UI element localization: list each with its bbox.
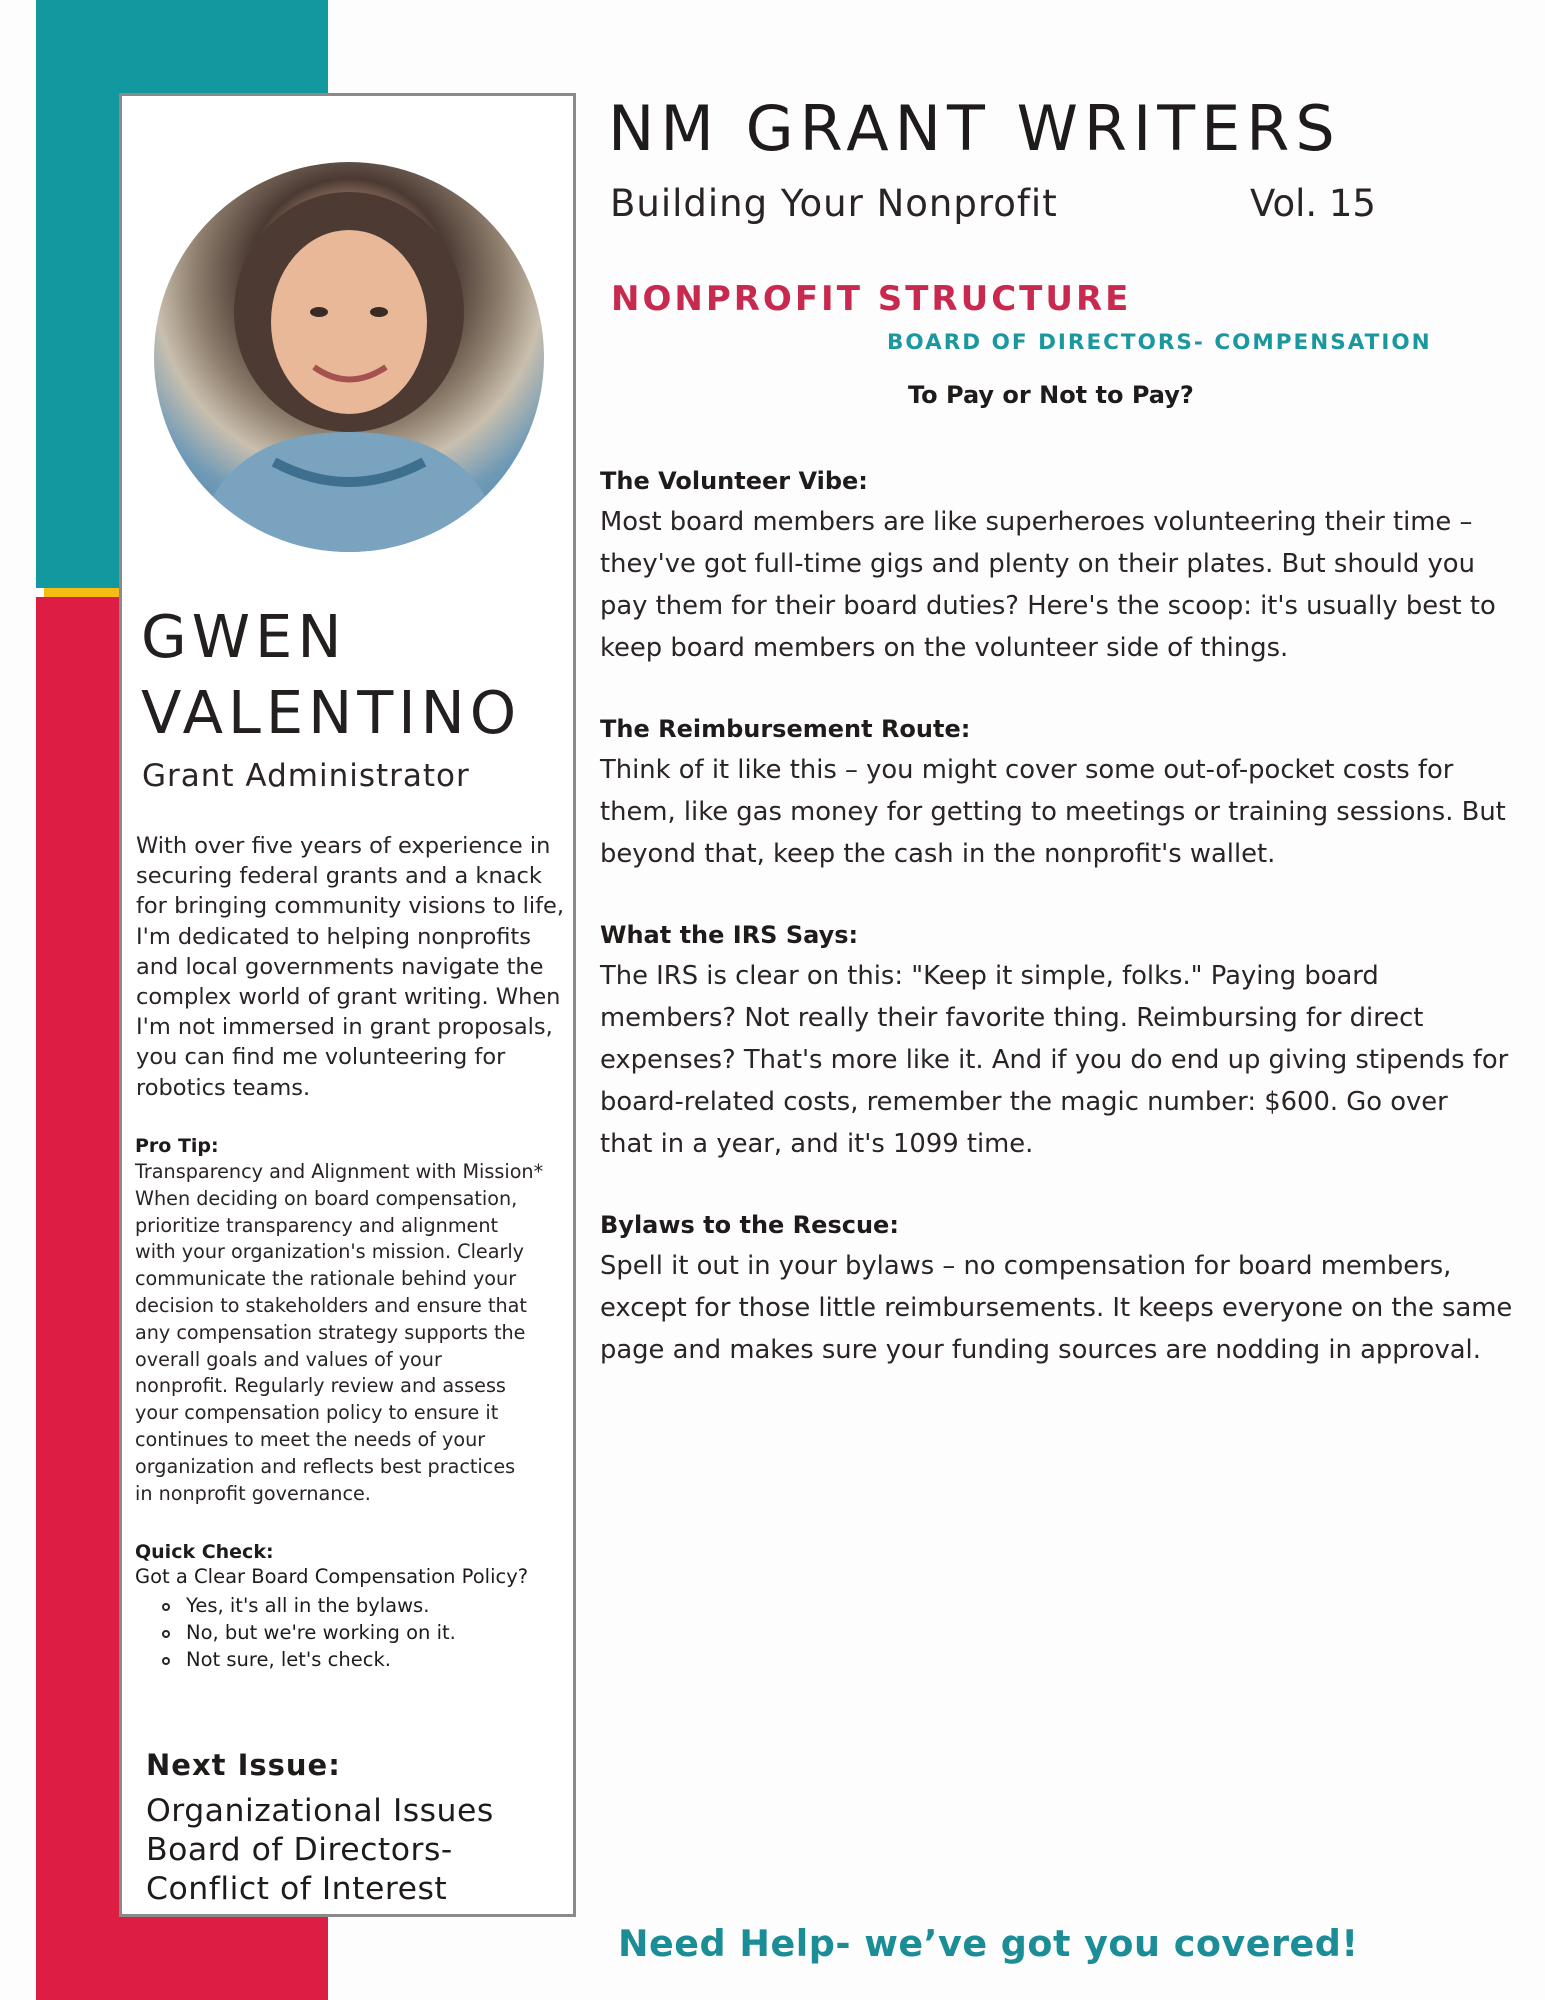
pro-tip-line: any compensation strategy supports the xyxy=(135,1320,526,1344)
article-heading: The Reimbursement Route: xyxy=(600,715,971,743)
article-line: page and makes sure your funding sources are nodding in approval. xyxy=(600,1335,1481,1365)
bio-line: and local governments navigate the xyxy=(136,953,544,980)
bio-line: robotics teams. xyxy=(136,1074,311,1101)
article-line: beyond that, keep the cash in the nonprofit's wallet. xyxy=(600,839,1276,869)
bio-line: securing federal grants and a knack xyxy=(136,863,542,890)
article-line: that in a year, and it's 1099 time. xyxy=(600,1129,1034,1159)
bio-line: I'm not immersed in grant proposals, xyxy=(136,1014,553,1041)
quick-check-option xyxy=(162,1592,456,1619)
pro-tip-line: nonprofit. Regularly review and assess xyxy=(135,1374,506,1398)
pro-tip-line: prioritize transparency and alignment xyxy=(135,1213,499,1237)
article-line: they've got full-time gigs and plenty on their plates. But should you xyxy=(600,549,1475,579)
pro-tip-line: continues to meet the needs of your xyxy=(135,1427,486,1451)
bullet-circle-icon xyxy=(162,1630,170,1638)
profile-bio xyxy=(136,831,566,1103)
article-block xyxy=(600,710,1510,875)
volume-number: Vol. 15 xyxy=(1250,182,1376,225)
pro-tip-line: your compensation policy to ensure it xyxy=(135,1401,499,1425)
pro-tip-line: organization and reflects best practices xyxy=(135,1454,516,1478)
next-issue-line: Conflict of Interest xyxy=(146,1871,448,1907)
article-heading: What the IRS Says: xyxy=(600,921,859,949)
article-line: except for those little reimbursements. It keeps everyone on the same xyxy=(600,1293,1513,1323)
bio-line: With over five years of experience in xyxy=(136,833,551,859)
article-line: The IRS is clear on this: "Keep it simple, folks." Paying board xyxy=(600,961,1379,991)
next-issue-topics xyxy=(146,1792,494,1909)
article-block xyxy=(600,1206,1513,1371)
bio-line: you can find me volunteering for xyxy=(136,1044,506,1071)
quick-check-option xyxy=(162,1646,456,1673)
article-line: pay them for their board duties? Here's the scoop: it's usually best to xyxy=(600,591,1496,621)
bio-line: complex world of grant writing. When xyxy=(136,984,561,1011)
pro-tip-line: communicate the rationale behind your xyxy=(135,1267,517,1291)
newsletter-title: NM GRANT WRITERS xyxy=(608,92,1341,165)
article-line: Spell it out in your bylaws – no compensation for board members, xyxy=(600,1251,1452,1281)
help-banner[interactable]: Need Help- we’ve got you covered! xyxy=(618,1922,1359,1965)
section-subtitle: BOARD OF DIRECTORS- COMPENSATION xyxy=(887,330,1432,355)
article-heading: Bylaws to the Rescue: xyxy=(600,1211,899,1239)
pro-tip-line: overall goals and values of your xyxy=(135,1347,442,1371)
bullet-circle-icon xyxy=(162,1657,170,1665)
next-issue-line: Board of Directors- xyxy=(146,1832,453,1868)
article-line: expenses? That's more like it. And if you do end up giving stipends for xyxy=(600,1045,1509,1075)
pro-tip-line: in nonprofit governance. xyxy=(135,1481,371,1505)
option-label: No, but we're working on it. xyxy=(186,1621,456,1644)
profile-role: Grant Administrator xyxy=(142,758,470,794)
pro-tip-line: decision to stakeholders and ensure that xyxy=(135,1293,527,1317)
article-line: members? Not really their favorite thing. Reimbursing for direct xyxy=(600,1003,1424,1033)
avatar xyxy=(154,162,544,552)
article-block xyxy=(600,916,1510,1165)
next-issue-line: Organizational Issues xyxy=(146,1793,494,1829)
pro-tip-line: with your organization's mission. Clearly xyxy=(135,1240,525,1264)
pro-tip-line: When deciding on board compensation, xyxy=(135,1186,518,1210)
option-label: Not sure, let's check. xyxy=(186,1648,391,1671)
article-line: Think of it like this – you might cover some out-of-pocket costs for xyxy=(600,755,1454,785)
profile-card xyxy=(119,93,576,1917)
article-line: them, like gas money for getting to meetings or training sessions. But xyxy=(600,797,1506,827)
bio-line: for bringing community visions to life, xyxy=(136,893,564,920)
option-label: Yes, it's all in the bylaws. xyxy=(186,1594,430,1617)
quick-check-option xyxy=(162,1619,456,1646)
next-issue-heading: Next Issue: xyxy=(146,1748,341,1782)
quick-check-question: Got a Clear Board Compensation Policy? xyxy=(135,1565,529,1588)
article-body xyxy=(600,462,1513,1412)
article-line: keep board members on the volunteer side of things. xyxy=(600,633,1289,663)
section-title: NONPROFIT STRUCTURE xyxy=(611,279,1132,319)
last-name: VALENTINO xyxy=(141,678,522,747)
first-name: GWEN xyxy=(141,602,347,671)
section-question: To Pay or Not to Pay? xyxy=(908,381,1194,409)
article-block xyxy=(600,462,1510,669)
pro-tip-line: Transparency and Alignment with Mission* xyxy=(135,1160,544,1183)
avatar-portrait-icon xyxy=(154,162,544,552)
pro-tip-body xyxy=(135,1159,575,1507)
bio-line: I'm dedicated to helping nonprofits xyxy=(136,923,531,950)
quick-check-options xyxy=(162,1592,456,1673)
article-line: board-related costs, remember the magic number: $600. Go over xyxy=(600,1087,1448,1117)
bullet-circle-icon xyxy=(162,1603,170,1611)
article-line: Most board members are like superheroes volunteering their time – xyxy=(600,507,1473,537)
article-heading: The Volunteer Vibe: xyxy=(600,467,868,495)
newsletter-subtitle: Building Your Nonprofit xyxy=(610,182,1058,225)
quick-check-heading: Quick Check: xyxy=(135,1541,274,1563)
profile-name xyxy=(141,599,571,751)
pro-tip-heading: Pro Tip: xyxy=(135,1135,219,1157)
